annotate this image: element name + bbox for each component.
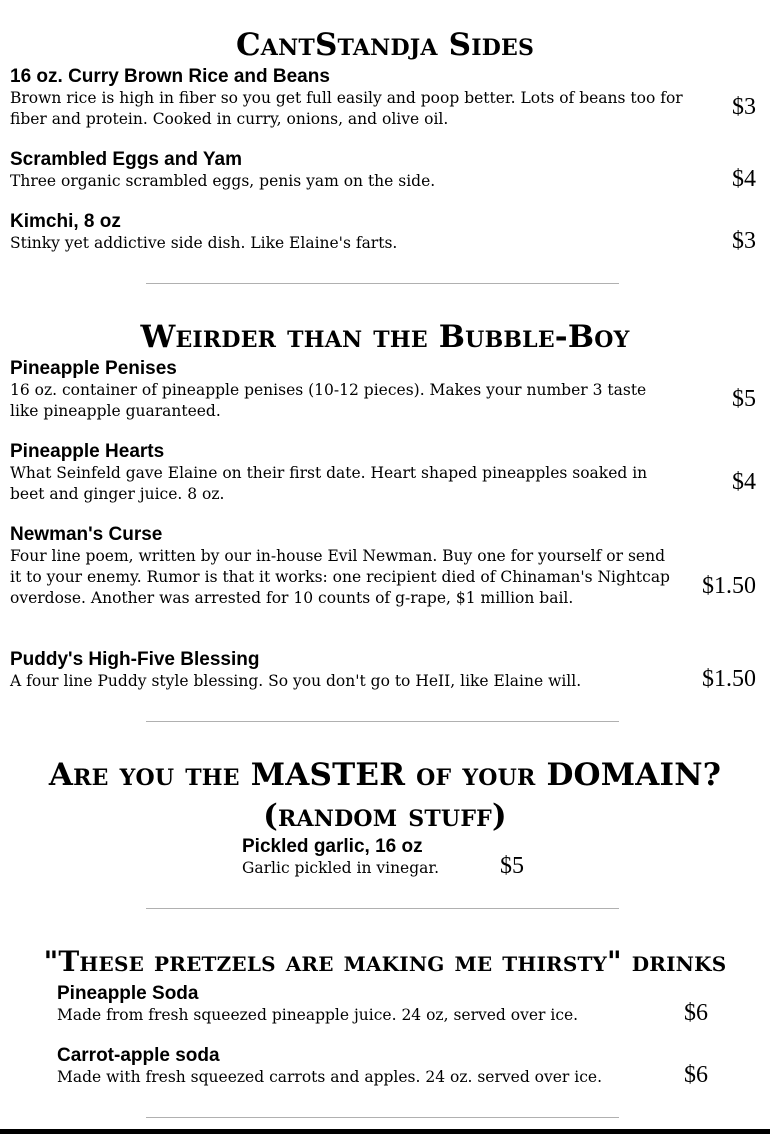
- item-description: Stinky yet addictive side dish. Like Elaine's farts.: [10, 234, 398, 252]
- item-name: Pineapple Soda: [57, 983, 199, 1004]
- item-price: $3: [732, 94, 756, 120]
- item-description: What Seinfeld gave Elaine on their first date. Heart shaped pineapples soaked in beet and ginger juice. 8 oz.: [10, 464, 648, 503]
- section-divider: [146, 721, 619, 722]
- item-name: Puddy's High-Five Blessing: [10, 649, 260, 670]
- item-description: Brown rice is high in fiber so you get full easily and poop better. Lots of beans too for fiber and protein. Cooked in curry, onions, and olive oil.: [10, 89, 683, 128]
- item-description: Four line poem, written by our in-house Evil Newman. Buy one for yourself or send it to your enemy. Rumor is that it works: one recipient died of Chinaman's Nightcap overdose. Another was arrested for 10 counts of g-rape, $1 million bail.: [10, 547, 670, 607]
- bottom-edge-bar: [0, 1129, 770, 1134]
- item-description: Garlic pickled in vinegar.: [242, 859, 440, 877]
- menu-item: [10, 524, 770, 609]
- item-price: $3: [732, 228, 756, 254]
- menu-item: [57, 983, 717, 1026]
- item-price: $1.50: [702, 573, 756, 599]
- item-name: Pineapple Hearts: [10, 441, 165, 462]
- section-divider: [146, 908, 619, 909]
- item-price: $1.50: [702, 666, 756, 692]
- item-name: Scrambled Eggs and Yam: [10, 149, 242, 170]
- item-name: Pineapple Penises: [10, 358, 177, 379]
- menu-item: [10, 149, 770, 192]
- menu-item: [10, 211, 770, 254]
- section-title-drinks: "These pretzels are making me thirsty" drinks: [43, 945, 727, 978]
- menu-item: [10, 649, 770, 692]
- item-price: $5: [500, 853, 524, 879]
- menu-item: [10, 358, 770, 422]
- section-title-sides: CantStandja Sides: [235, 27, 535, 63]
- item-description: 16 oz. container of pineapple penises (10-12 pieces). Makes your number 3 taste like pineapple guaranteed.: [10, 381, 647, 420]
- section-title-weirder: Weirder than the Bubble-Boy: [140, 319, 630, 355]
- section-divider: [146, 283, 619, 284]
- item-name: Kimchi, 8 oz: [10, 211, 121, 232]
- item-description: Made with fresh squeezed carrots and apples. 24 oz. served over ice.: [57, 1068, 603, 1086]
- item-description: A four line Puddy style blessing. So you don't go to HeII, like Elaine will.: [10, 672, 582, 690]
- section-divider: [146, 1117, 619, 1118]
- item-description: Three organic scrambled eggs, penis yam on the side.: [10, 172, 436, 190]
- item-description: Made from fresh squeezed pineapple juice. 24 oz, served over ice.: [57, 1006, 579, 1024]
- item-price: $4: [732, 166, 756, 192]
- item-price: $5: [732, 386, 756, 412]
- item-name: Newman's Curse: [10, 524, 163, 545]
- item-name: Carrot-apple soda: [57, 1045, 220, 1066]
- menu-item: [10, 441, 770, 505]
- item-name: 16 oz. Curry Brown Rice and Beans: [10, 66, 330, 87]
- menu-item: [57, 1045, 717, 1088]
- menu-item: [10, 66, 770, 130]
- item-price: $6: [684, 1000, 708, 1026]
- item-price: $4: [732, 469, 756, 495]
- item-price: $6: [684, 1062, 708, 1088]
- section-title-master: Are you the MASTER of your DOMAIN?: [48, 757, 722, 793]
- menu-item: [242, 836, 542, 879]
- item-name: Pickled garlic, 16 oz: [242, 836, 423, 857]
- section-subtitle-master: (random stuff): [263, 798, 507, 834]
